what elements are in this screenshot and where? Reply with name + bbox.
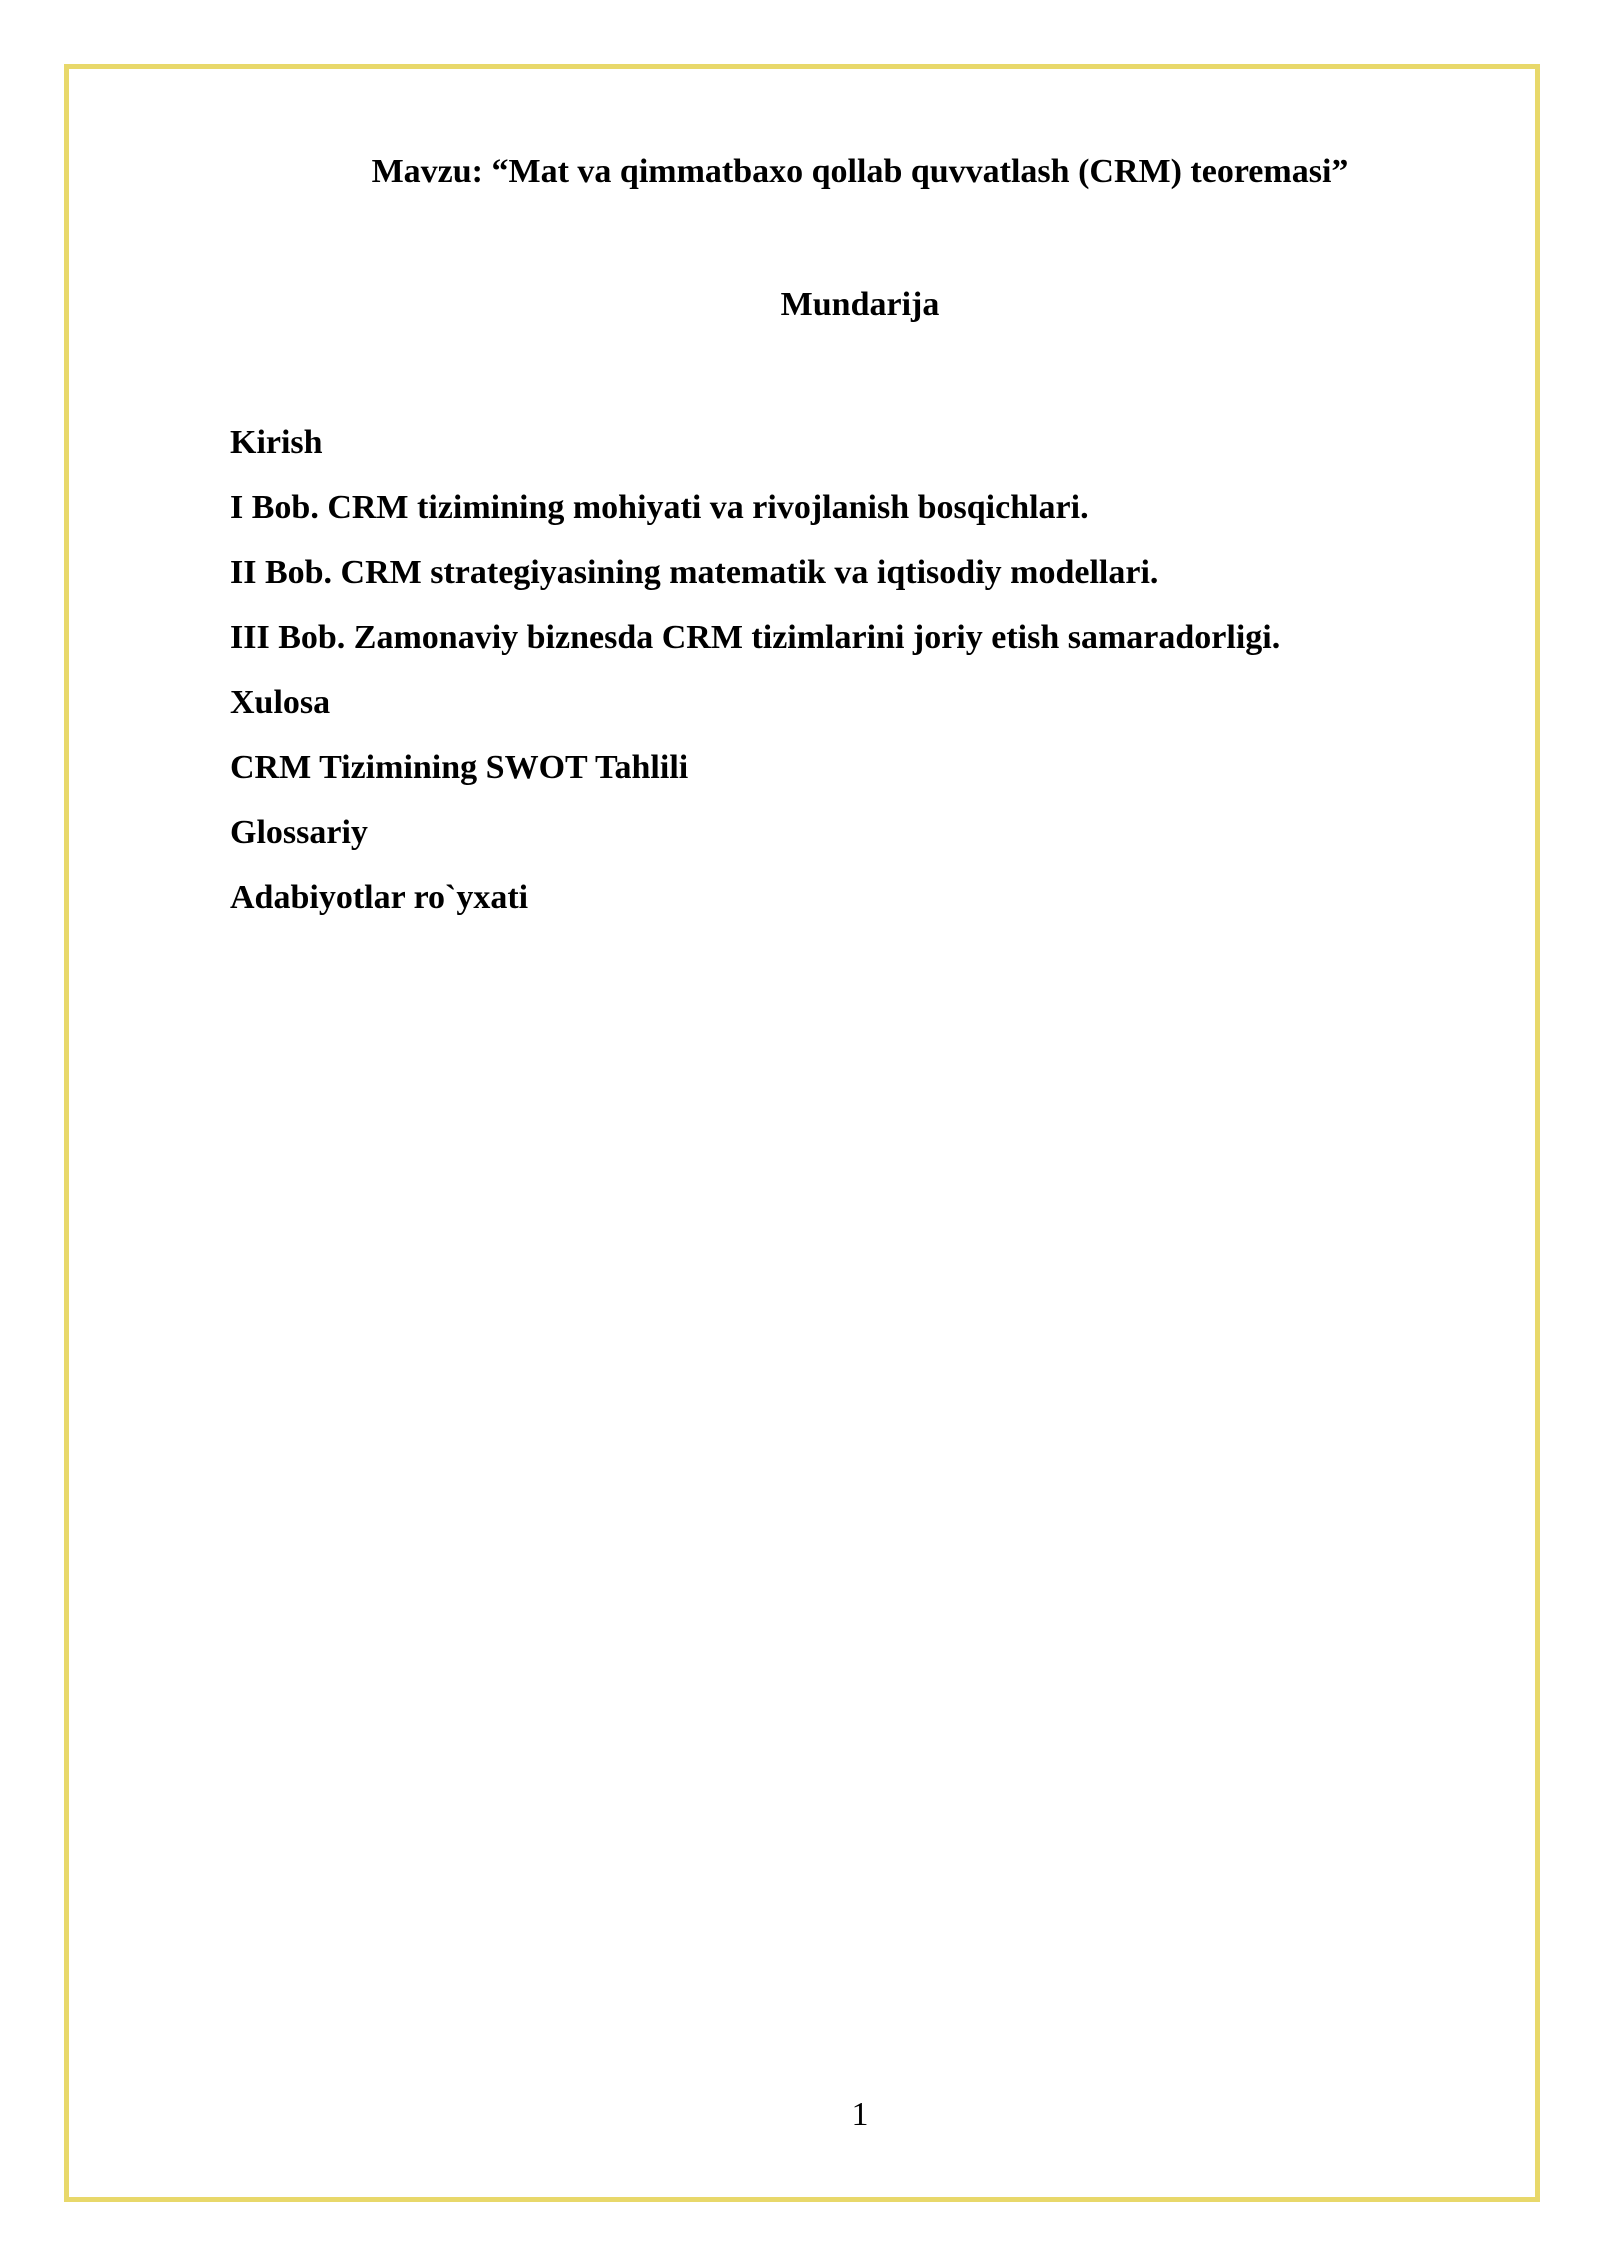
toc-item-chapter-2: II Bob. CRM strategiyasining matematik va iqtisodiy modellari. xyxy=(230,554,1159,591)
toc-item-adabiyotlar: Adabiyotlar ro`yxati xyxy=(230,879,529,916)
page-border-frame xyxy=(64,64,1540,2202)
toc-item-chapter-1: I Bob. CRM tizimining mohiyati va rivojlanish bosqichlari. xyxy=(230,489,1089,526)
toc-item-xulosa: Xulosa xyxy=(230,684,331,721)
toc-item-swot: CRM Tizimining SWOT Tahlili xyxy=(230,749,689,786)
toc-item-chapter-3: III Bob. Zamonaviy biznesda CRM tizimlarini joriy etish samaradorligi. xyxy=(230,619,1281,656)
toc-item-glossariy: Glossariy xyxy=(230,814,368,851)
topic-title: Mavzu: “Mat va qimmatbaxo qollab quvvatlash (CRM) teoremasi” xyxy=(371,153,1349,190)
toc-heading: Mundarija xyxy=(780,286,940,323)
table-of-contents xyxy=(230,410,1280,930)
page-number: 1 xyxy=(851,2096,869,2133)
toc-item-kirish: Kirish xyxy=(230,424,323,461)
